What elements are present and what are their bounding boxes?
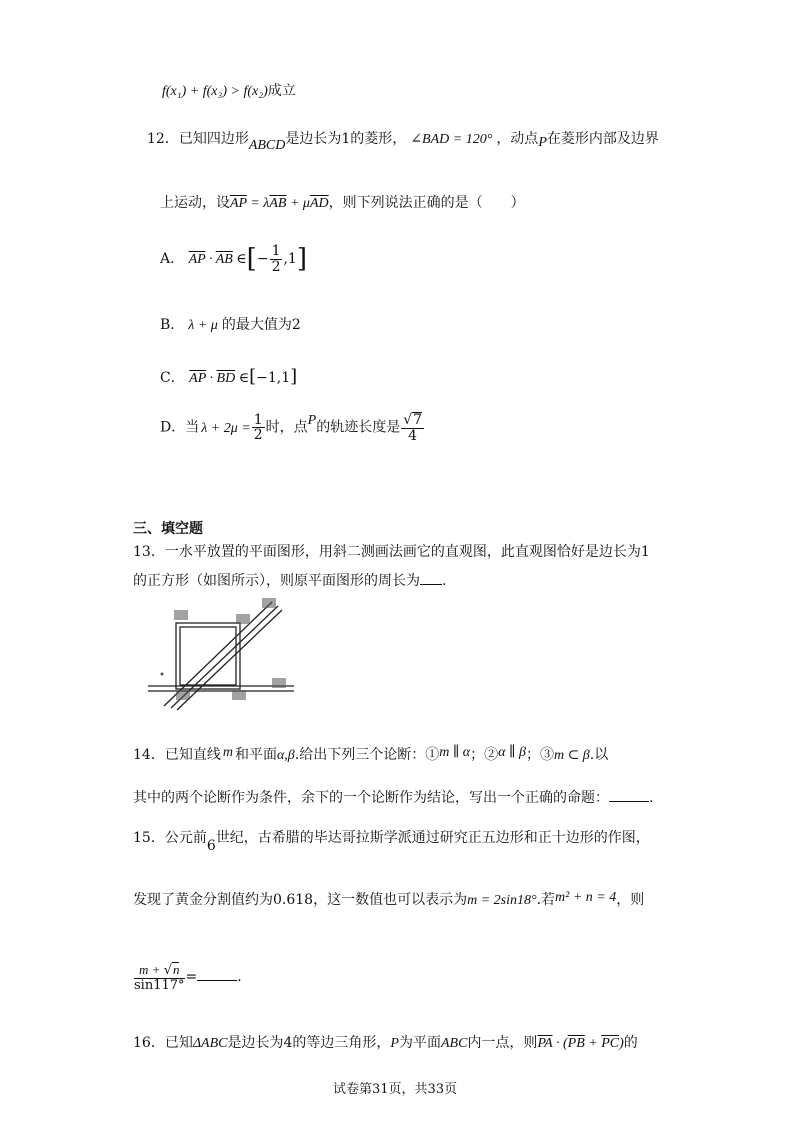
option-d[interactable] bbox=[160, 412, 425, 443]
page-footer: 试卷第31页，共33页 bbox=[333, 1082, 458, 1097]
question-number: 12． bbox=[147, 131, 179, 147]
q12-line1 bbox=[147, 128, 659, 153]
axis-label-a bbox=[232, 690, 246, 700]
q14-line2: 其中的两个论断作为条件，余下的一个论断作为结论，写出一个正确的命题： . bbox=[133, 790, 654, 806]
fraction: $\frac{m + √n}{\sin 117^\circ}$ bbox=[134, 962, 185, 993]
text: 内一点，则 bbox=[467, 1035, 538, 1051]
text: 世纪，古希腊的毕达哥拉斯学派通过研究正五边形和正十边形的作图， bbox=[215, 830, 650, 846]
text: 发现了黄金分割值约为 bbox=[133, 892, 273, 908]
point-label: P bbox=[538, 135, 547, 150]
text: ；② bbox=[470, 747, 499, 763]
option-expr: λ + 2μ = bbox=[201, 420, 251, 436]
option-label: C． bbox=[160, 370, 185, 386]
text: .若 bbox=[536, 892, 556, 908]
q15-line1 bbox=[133, 827, 650, 854]
planes: α,β bbox=[276, 748, 295, 763]
triangle: ΔABC bbox=[192, 1036, 228, 1051]
text: 在菱形内部及边界 bbox=[546, 131, 659, 147]
condition-1: m ∥ α bbox=[439, 745, 471, 760]
text: 的正方形（如图所示），则原平面图形的周长为 bbox=[133, 573, 420, 589]
axis-label-b bbox=[174, 610, 188, 620]
question-number: 16． bbox=[133, 1035, 165, 1051]
text: .给出下列三个论断：① bbox=[294, 747, 440, 763]
answer-blank[interactable] bbox=[420, 584, 442, 585]
golden-ratio: 0.618 bbox=[273, 892, 314, 908]
point-label: P bbox=[307, 412, 317, 428]
q12-line2 bbox=[160, 192, 525, 212]
century-number: 6 bbox=[206, 838, 216, 854]
plane-name: ABC bbox=[440, 1036, 468, 1051]
option-expr: $\overline{AP} \cdot \overline{BD}$ ∈ bbox=[189, 371, 250, 386]
text: 已知 bbox=[164, 1035, 193, 1051]
text: 时，点 bbox=[265, 419, 308, 436]
text: .以 bbox=[589, 747, 609, 763]
point-label: P bbox=[390, 1036, 399, 1051]
text: 和平面 bbox=[234, 747, 277, 763]
option-expr: $\overline{AP} \cdot \overline{AB}$ ∈ bbox=[188, 252, 247, 268]
n-expression: m² + n = 4 bbox=[555, 890, 617, 905]
equals: = bbox=[185, 969, 198, 986]
question-number: 13． bbox=[133, 544, 165, 560]
question-number: 14． bbox=[133, 747, 165, 763]
fraction: $\frac{1}{2}$ bbox=[253, 411, 263, 444]
text: 已知四边形 bbox=[178, 131, 249, 147]
text: 是边长为1的菱形， bbox=[285, 131, 407, 147]
formula: f(x₁) + f(x₃) > f(x₂) bbox=[162, 84, 268, 99]
axis-label-x bbox=[272, 678, 286, 688]
side-length: 4 bbox=[283, 1035, 293, 1051]
answer-blank[interactable] bbox=[197, 980, 237, 981]
question-number: 15． bbox=[133, 830, 165, 846]
interval-upper: ,1 bbox=[283, 251, 297, 268]
text: ，则 bbox=[616, 892, 645, 908]
axis-label-y bbox=[262, 598, 276, 608]
text: ，动点 bbox=[496, 131, 539, 147]
option-c[interactable]: C． $\overline{AP} \cdot \overline{BD}$ ∈[−1,1] bbox=[160, 366, 298, 387]
q15-line3: $\frac{m + √n}{\sin 117^\circ}$ = . bbox=[134, 962, 242, 993]
text: 一水平放置的平面图形，用斜二测画法画它的直观图，此直观图恰好是边长为1 bbox=[164, 544, 650, 560]
option-expr: λ + μ bbox=[188, 318, 218, 333]
axis-label-c bbox=[236, 614, 250, 624]
text: 的 bbox=[623, 1035, 638, 1051]
option-b[interactable] bbox=[160, 314, 301, 334]
text: 的等边三角形， bbox=[292, 1035, 391, 1051]
option-label: A． bbox=[160, 251, 185, 268]
text: 已知直线 bbox=[164, 747, 221, 763]
q13-figure bbox=[146, 596, 296, 712]
continued-line bbox=[162, 80, 296, 100]
text: 的轨迹长度是 bbox=[316, 419, 401, 436]
text: . bbox=[442, 573, 447, 589]
option-label: B． bbox=[160, 317, 185, 333]
option-text: 的最大值为2 bbox=[221, 317, 301, 333]
text: 其中的两个论断作为条件，余下的一个论断作为结论，写出一个正确的命题： bbox=[133, 790, 609, 806]
line-m: m bbox=[222, 745, 233, 760]
text: 是边长为 bbox=[227, 1035, 284, 1051]
condition-3: m ⊂ β bbox=[553, 748, 590, 763]
q14-line1 bbox=[133, 744, 608, 764]
origin-dot bbox=[161, 673, 164, 676]
m-expression: m = 2sin18° bbox=[467, 893, 537, 908]
vector-equation: $\overline{AP} = \lambda\overline{AB} + \mu\overline{AD}$ bbox=[230, 196, 329, 211]
text: 上运动，设 bbox=[160, 195, 230, 211]
interval: −1,1 bbox=[256, 370, 291, 386]
text: 为平面 bbox=[398, 1035, 441, 1051]
q13-line2 bbox=[133, 570, 446, 590]
answer-blank[interactable] bbox=[609, 801, 649, 802]
text: ，这一数值也可以表示为 bbox=[313, 892, 468, 908]
section-title: 三、填空题 bbox=[133, 521, 203, 537]
text: ，则下列说法正确的是（ ） bbox=[328, 195, 525, 211]
fraction: $\frac{1}{2}$ bbox=[271, 243, 281, 275]
text: 公元前 bbox=[164, 830, 207, 846]
axis-label-o bbox=[176, 690, 190, 700]
shape-name: ABCD bbox=[248, 138, 286, 153]
option-label: D．当 bbox=[160, 419, 200, 436]
q16-line1 bbox=[133, 1032, 638, 1052]
angle-expr: ∠BAD = 120° bbox=[410, 132, 493, 147]
vector-expr: $\overline{PA} \cdot (\overline{PB} + \overline{PC})$ bbox=[537, 1036, 624, 1051]
text: ；③ bbox=[525, 747, 554, 763]
q13-line1 bbox=[133, 541, 650, 561]
minus-sign: − bbox=[256, 251, 269, 268]
condition-2: α ∥ β bbox=[498, 745, 526, 760]
option-a[interactable]: A． $\overline{AP} \cdot \overline{AB}$ ∈[− $\frac{1}{2}$ ,1] bbox=[160, 243, 307, 275]
text: 成立 bbox=[267, 83, 296, 99]
q15-line2 bbox=[133, 889, 644, 909]
root-fraction: $\frac{√7}{4}$ bbox=[403, 412, 423, 444]
